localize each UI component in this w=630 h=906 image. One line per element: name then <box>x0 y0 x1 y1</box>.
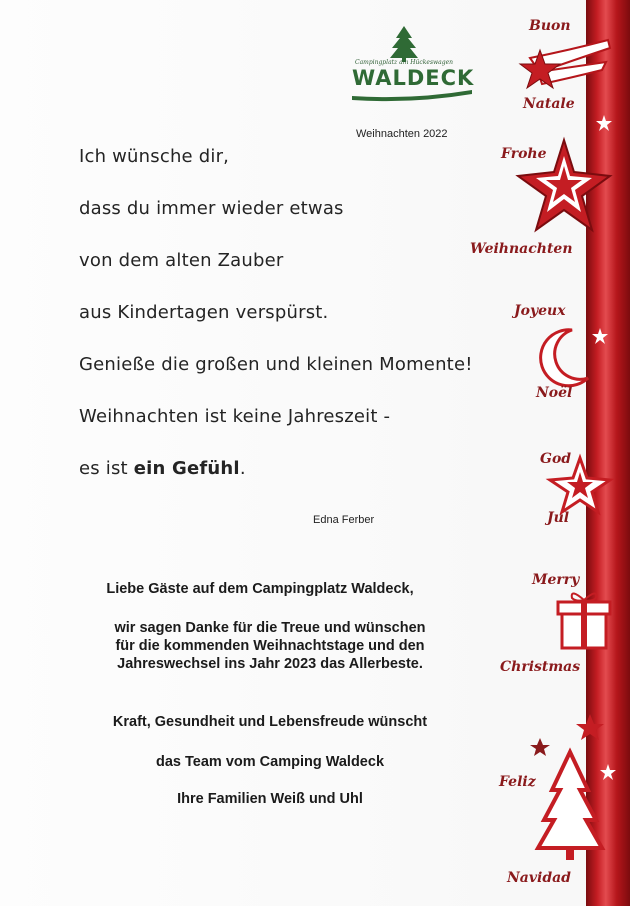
message-team: das Team vom Camping Waldeck <box>155 754 385 770</box>
moon-icon <box>541 330 588 386</box>
small-star-icon <box>530 738 550 756</box>
greeting-french-1: Joyeux <box>514 303 566 319</box>
small-star-icon <box>576 714 604 740</box>
gift-icon <box>558 593 610 648</box>
poem-line: von dem alten Zauber <box>79 250 284 271</box>
message-body-line: für die kommenden Weihnachtstage und den <box>115 638 425 654</box>
small-star-icon <box>596 115 612 131</box>
greeting-spanish-2: Navidad <box>507 870 571 886</box>
christmas-tree-icon <box>538 752 602 860</box>
greeting-italian-1: Buon <box>529 18 571 34</box>
greeting-english-2: Christmas <box>500 659 581 675</box>
greeting-french-2: Noël <box>536 385 573 401</box>
small-star-icon <box>600 764 616 780</box>
poem-last-prefix: es ist <box>79 458 134 479</box>
poem-line: dass du immer wieder etwas <box>79 198 344 219</box>
shooting-star-icon <box>520 40 610 88</box>
greeting-swedish-2: Jul <box>547 510 570 526</box>
poem-last-suffix: . <box>239 458 246 479</box>
greeting-german-2: Weihnachten <box>470 241 573 257</box>
poem-line: Genieße die großen und kleinen Momente! <box>79 354 473 375</box>
greeting-spanish-1: Feliz <box>499 774 536 790</box>
year-caption: Weihnachten 2022 <box>356 128 448 140</box>
message-wish: Kraft, Gesundheit und Lebensfreude wünscht <box>112 714 428 730</box>
waldeck-logo <box>352 24 475 124</box>
poem-last-bold: ein Gefühl <box>133 458 240 479</box>
poem-author: Edna Ferber <box>313 514 375 526</box>
greeting-german-1: Frohe <box>501 146 547 162</box>
greeting-swedish-1: God <box>540 451 572 467</box>
message-greeting: Liebe Gäste auf dem Campingplatz Waldeck, <box>106 581 414 597</box>
greeting-italian-2: Natale <box>523 96 575 112</box>
logo-name: WALDECK <box>352 66 475 90</box>
poem-line: Weihnachten ist keine Jahreszeit - <box>79 406 391 427</box>
poem-last-line <box>79 458 246 479</box>
greeting-english-1: Merry <box>532 572 580 588</box>
message-families: Ihre Familien Weiß und Uhl <box>177 791 363 807</box>
logo-subtitle: Campingplatz am Hückeswagen <box>354 59 453 66</box>
poem-line: Ich wünsche dir, <box>79 146 230 167</box>
message-body-line: Jahreswechsel ins Jahr 2023 das Allerbeste. <box>117 656 423 672</box>
message-body-line: wir sagen Danke für die Treue und wünschen <box>114 620 426 636</box>
small-star-icon <box>592 328 608 344</box>
poem-line: aus Kindertagen verspürst. <box>79 302 329 323</box>
